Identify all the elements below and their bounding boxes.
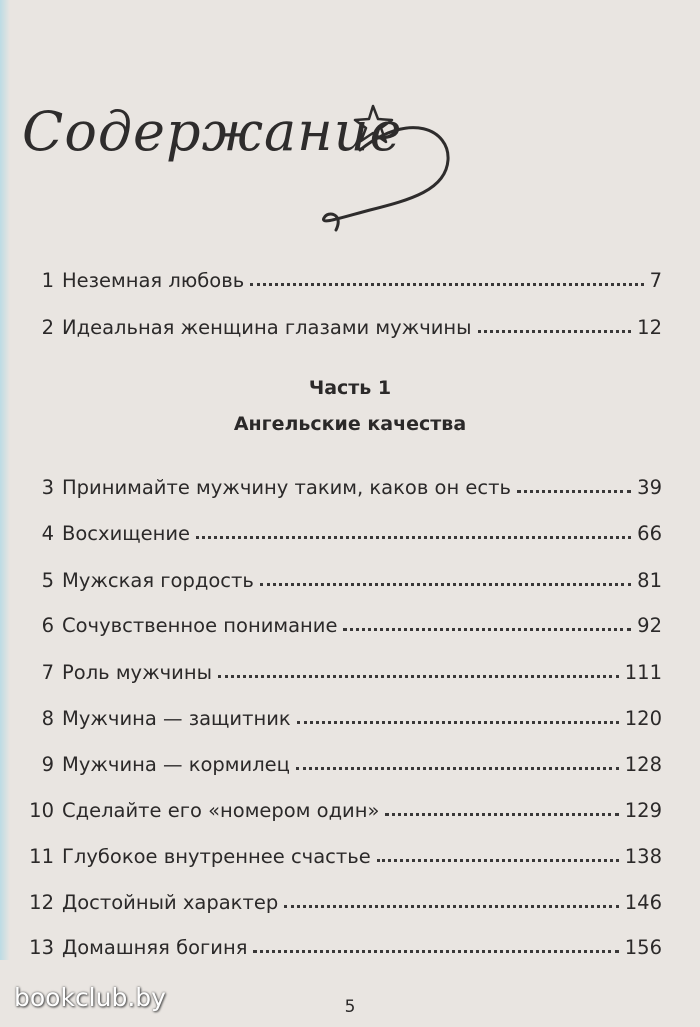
dot-leader (260, 582, 631, 586)
entry-number: 4 (41, 522, 54, 545)
entry-number: 6 (41, 614, 54, 637)
entry-title: Глубокое внутреннее счастье (62, 845, 371, 868)
part-name: Ангельские качества (233, 413, 467, 435)
entry-page: 156 (624, 936, 662, 959)
dot-leader (385, 812, 618, 816)
entry-page: 128 (624, 753, 662, 776)
entry-number: 12 (29, 891, 54, 914)
entry-number: 9 (41, 753, 54, 776)
entry-page: 111 (624, 661, 662, 684)
dot-leader (196, 535, 631, 539)
toc-entry (28, 603, 662, 637)
dot-leader (297, 720, 619, 724)
entry-page: 66 (637, 522, 662, 545)
toc-entry (28, 650, 662, 684)
page-number: 5 (344, 997, 356, 1017)
entry-title: Восхищение (62, 522, 191, 545)
watermark: bookclub.by (14, 983, 166, 1012)
entry-title: Сочувственное понимание (62, 614, 338, 637)
entry-page: 12 (637, 316, 662, 339)
entry-number: 11 (29, 845, 54, 868)
entry-title: Мужская гордость (62, 569, 254, 592)
page-title: Содержание (22, 100, 403, 163)
entry-title: Идеальная женщина глазами мужчины (62, 316, 472, 339)
dot-leader (296, 766, 619, 770)
entry-number: 1 (41, 269, 54, 292)
entry-page: 92 (637, 614, 662, 637)
part-label: Часть 1 (308, 377, 392, 399)
entry-page: 81 (637, 569, 662, 592)
toc-entry (28, 742, 662, 776)
toc-entry (28, 305, 662, 339)
dot-leader (377, 858, 619, 862)
entry-title: Неземная любовь (62, 269, 245, 292)
toc-entry (28, 880, 662, 914)
dot-leader (250, 282, 643, 286)
dot-leader (284, 904, 619, 908)
entry-title: Сделайте его «номером один» (62, 799, 380, 822)
toc-entry (28, 696, 662, 730)
entry-page: 39 (637, 476, 662, 499)
toc-entry (28, 558, 662, 592)
toc-entry (28, 834, 662, 868)
entry-page: 146 (624, 891, 662, 914)
toc-entry (28, 258, 662, 292)
entry-title: Мужчина — кормилец (62, 753, 290, 776)
entry-number: 3 (41, 476, 54, 499)
entry-page: 7 (649, 269, 662, 292)
toc-entry (28, 788, 662, 822)
entry-page: 120 (624, 707, 662, 730)
dot-leader (478, 329, 632, 333)
entry-title: Домашняя богиня (62, 936, 248, 959)
entry-title: Достойный характер (62, 891, 279, 914)
entry-number: 8 (41, 707, 54, 730)
entry-number: 2 (41, 316, 54, 339)
entry-number: 5 (41, 569, 54, 592)
entry-number: 7 (41, 661, 54, 684)
dot-leader (253, 949, 618, 953)
entry-number: 10 (29, 799, 54, 822)
entry-title: Принимайте мужчину таким, каков он есть (62, 476, 511, 499)
dot-leader (218, 674, 619, 678)
dot-leader (517, 489, 631, 493)
entry-title: Мужчина — защитник (62, 707, 291, 730)
entry-title: Роль мужчины (62, 661, 213, 684)
entry-page: 129 (624, 799, 662, 822)
entry-number: 13 (29, 936, 54, 959)
dot-leader (343, 627, 631, 631)
toc-entry (28, 465, 662, 499)
entry-page: 138 (624, 845, 662, 868)
toc-entry (28, 925, 662, 959)
toc-entry (28, 511, 662, 545)
